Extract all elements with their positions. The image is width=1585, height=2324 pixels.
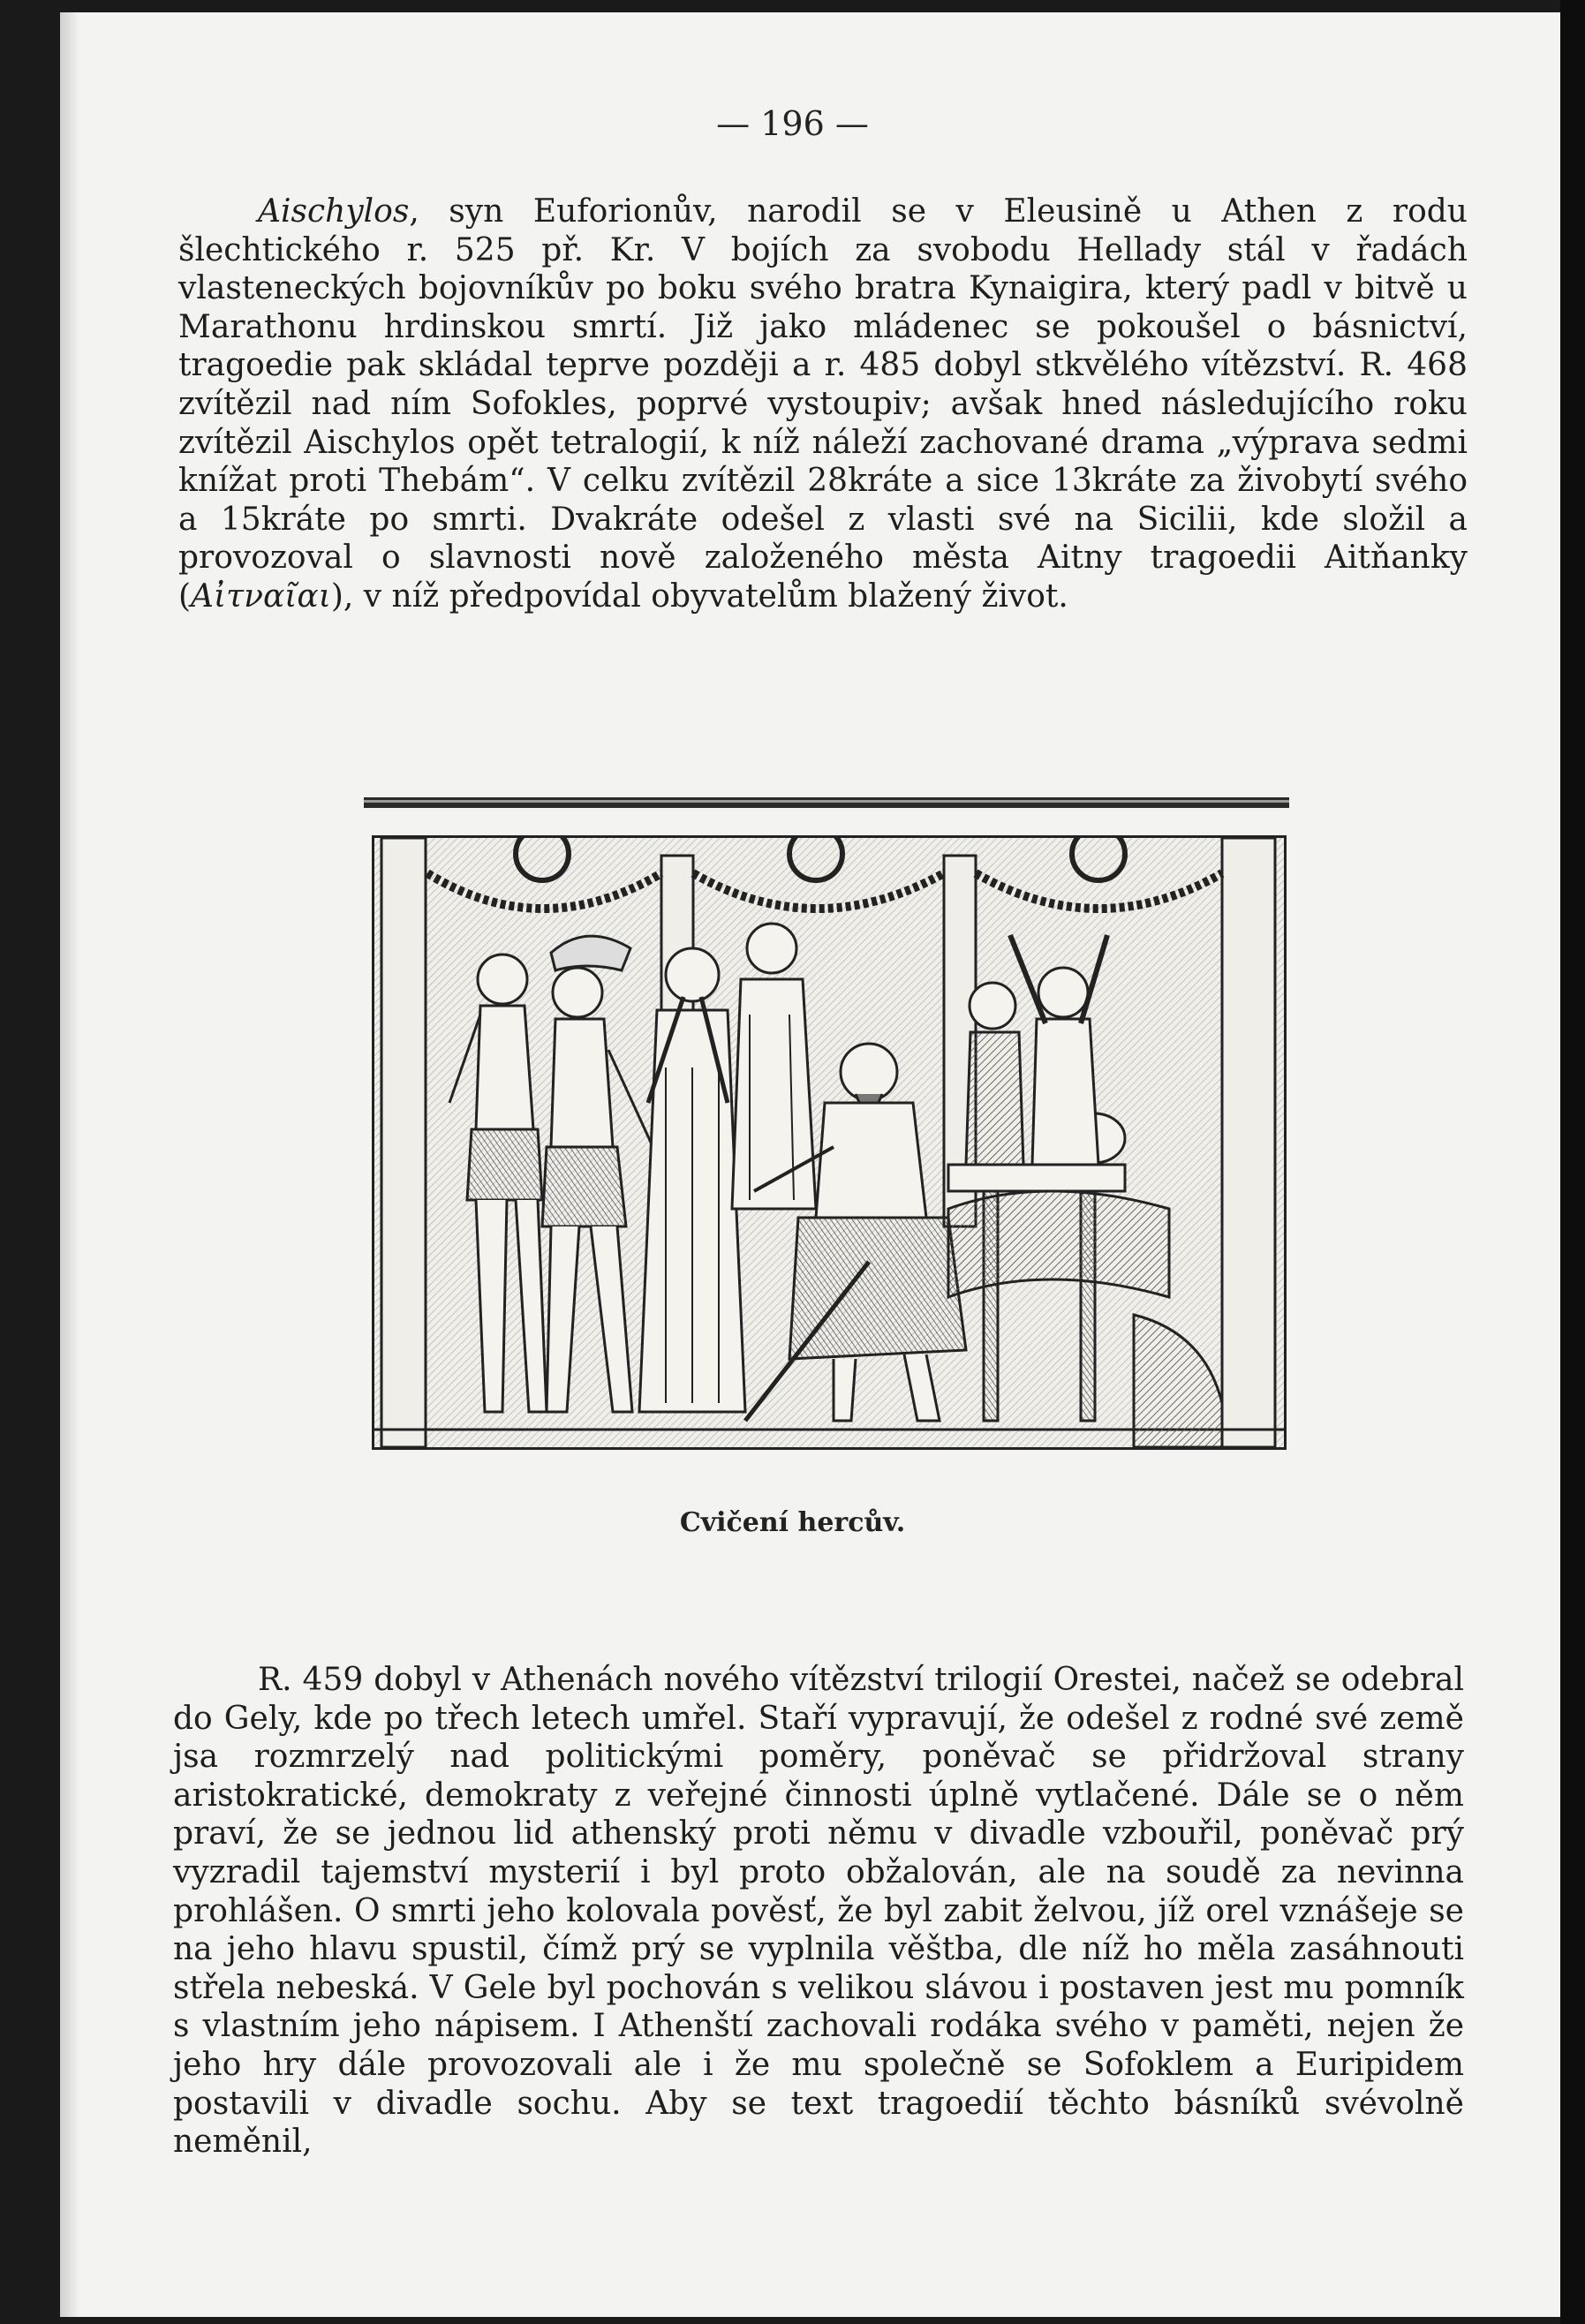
paragraph-aischylos-biography [178, 192, 1468, 616]
column-right [1222, 838, 1275, 1447]
column-left [381, 838, 426, 1447]
paragraph-aischylos-later-life: R. 459 dobyl v Athenách nového vítězství trilogií Orestei, načež se odebral do Gely, kde po třech letech umřel. Staří vypravují, že odešel z rodné své země jsa rozmrzelý nad politickými poměry, poněvač se přidržoval strany aristokratické, demokraty z veřejné činnosti úplně vytlačené. Dále se o něm praví, že se jednou lid athenský proti němu v divadle vzbouřil, poněvač prý vyzradil tajemství mysterií i byl proto obžalován, ale na soudě za nevinna prohlášen. O smrti jeho kolovala pověsť, že byl zabit želvou, jíž orel vznášeje se na jeho hlavu spustil, čímž prý se vyplnila věštba, dle níž ho měla zasáhnouti střela nebeská. V Gele byl pochován s velikou slávou i postaven jest mu pomník s vlastním jeho nápisem. I Athenští zachovali rodáka svého v paměti, nejen že jeho hry dále provozovali ale i že mu společně se Sofoklem a Euripidem postavili v divadle sochu. Aby se text tragoedií těchto básníků svévolně neměnil, [173, 1662, 1464, 2161]
page-number: — 196 — [716, 104, 869, 143]
figure-top-rule [364, 797, 1289, 808]
illustration-actors-rehearsal [372, 835, 1287, 1450]
figure-caption: Cvičení hercův. [679, 1507, 906, 1538]
greek-title: Αἰτναῖαι [191, 577, 331, 615]
engraving-drawing [374, 838, 1284, 1447]
page-gutter-shadow [60, 12, 79, 2317]
scan-edge [1560, 0, 1585, 2324]
paragraph1-text-b: ), v níž předpovídal obyvatelům blažený život. [330, 577, 1068, 615]
paragraph1-text-a: , syn Euforionův, narodil se v Eleusině u Athen z rodu šlechtického r. 525 př. Kr. V bojích za svobodu Hellady stál v řadách vlasteneckých bojovníkův po boku svého bratra Kynaigira, který padl v bitvě u Marathonu hrdinskou smrtí. Již jako mládenec se pokoušel o básnictví, tragoedie pak skládal teprve později a r. 485 dobyl stkvělého vítězství. R. 468 zvítězil nad ním Sofokles, poprvé vystoupiv; avšak hned následujícího roku zvítězil Aischylos opět tetralogií, k níž náleží zachované drama „výprava sedmi knížat proti Thebám“. V celku zvítězil 28kráte a sice 13kráte za živobytí svého a 15kráte po smrti. Dvakráte odešel z vlasti své na Sicilii, kde složil a provozoval o slavnosti nově založeného města Aitny tragoedii Aitňanky ( [178, 193, 1468, 615]
author-name-italic: Aischylos [258, 193, 410, 230]
